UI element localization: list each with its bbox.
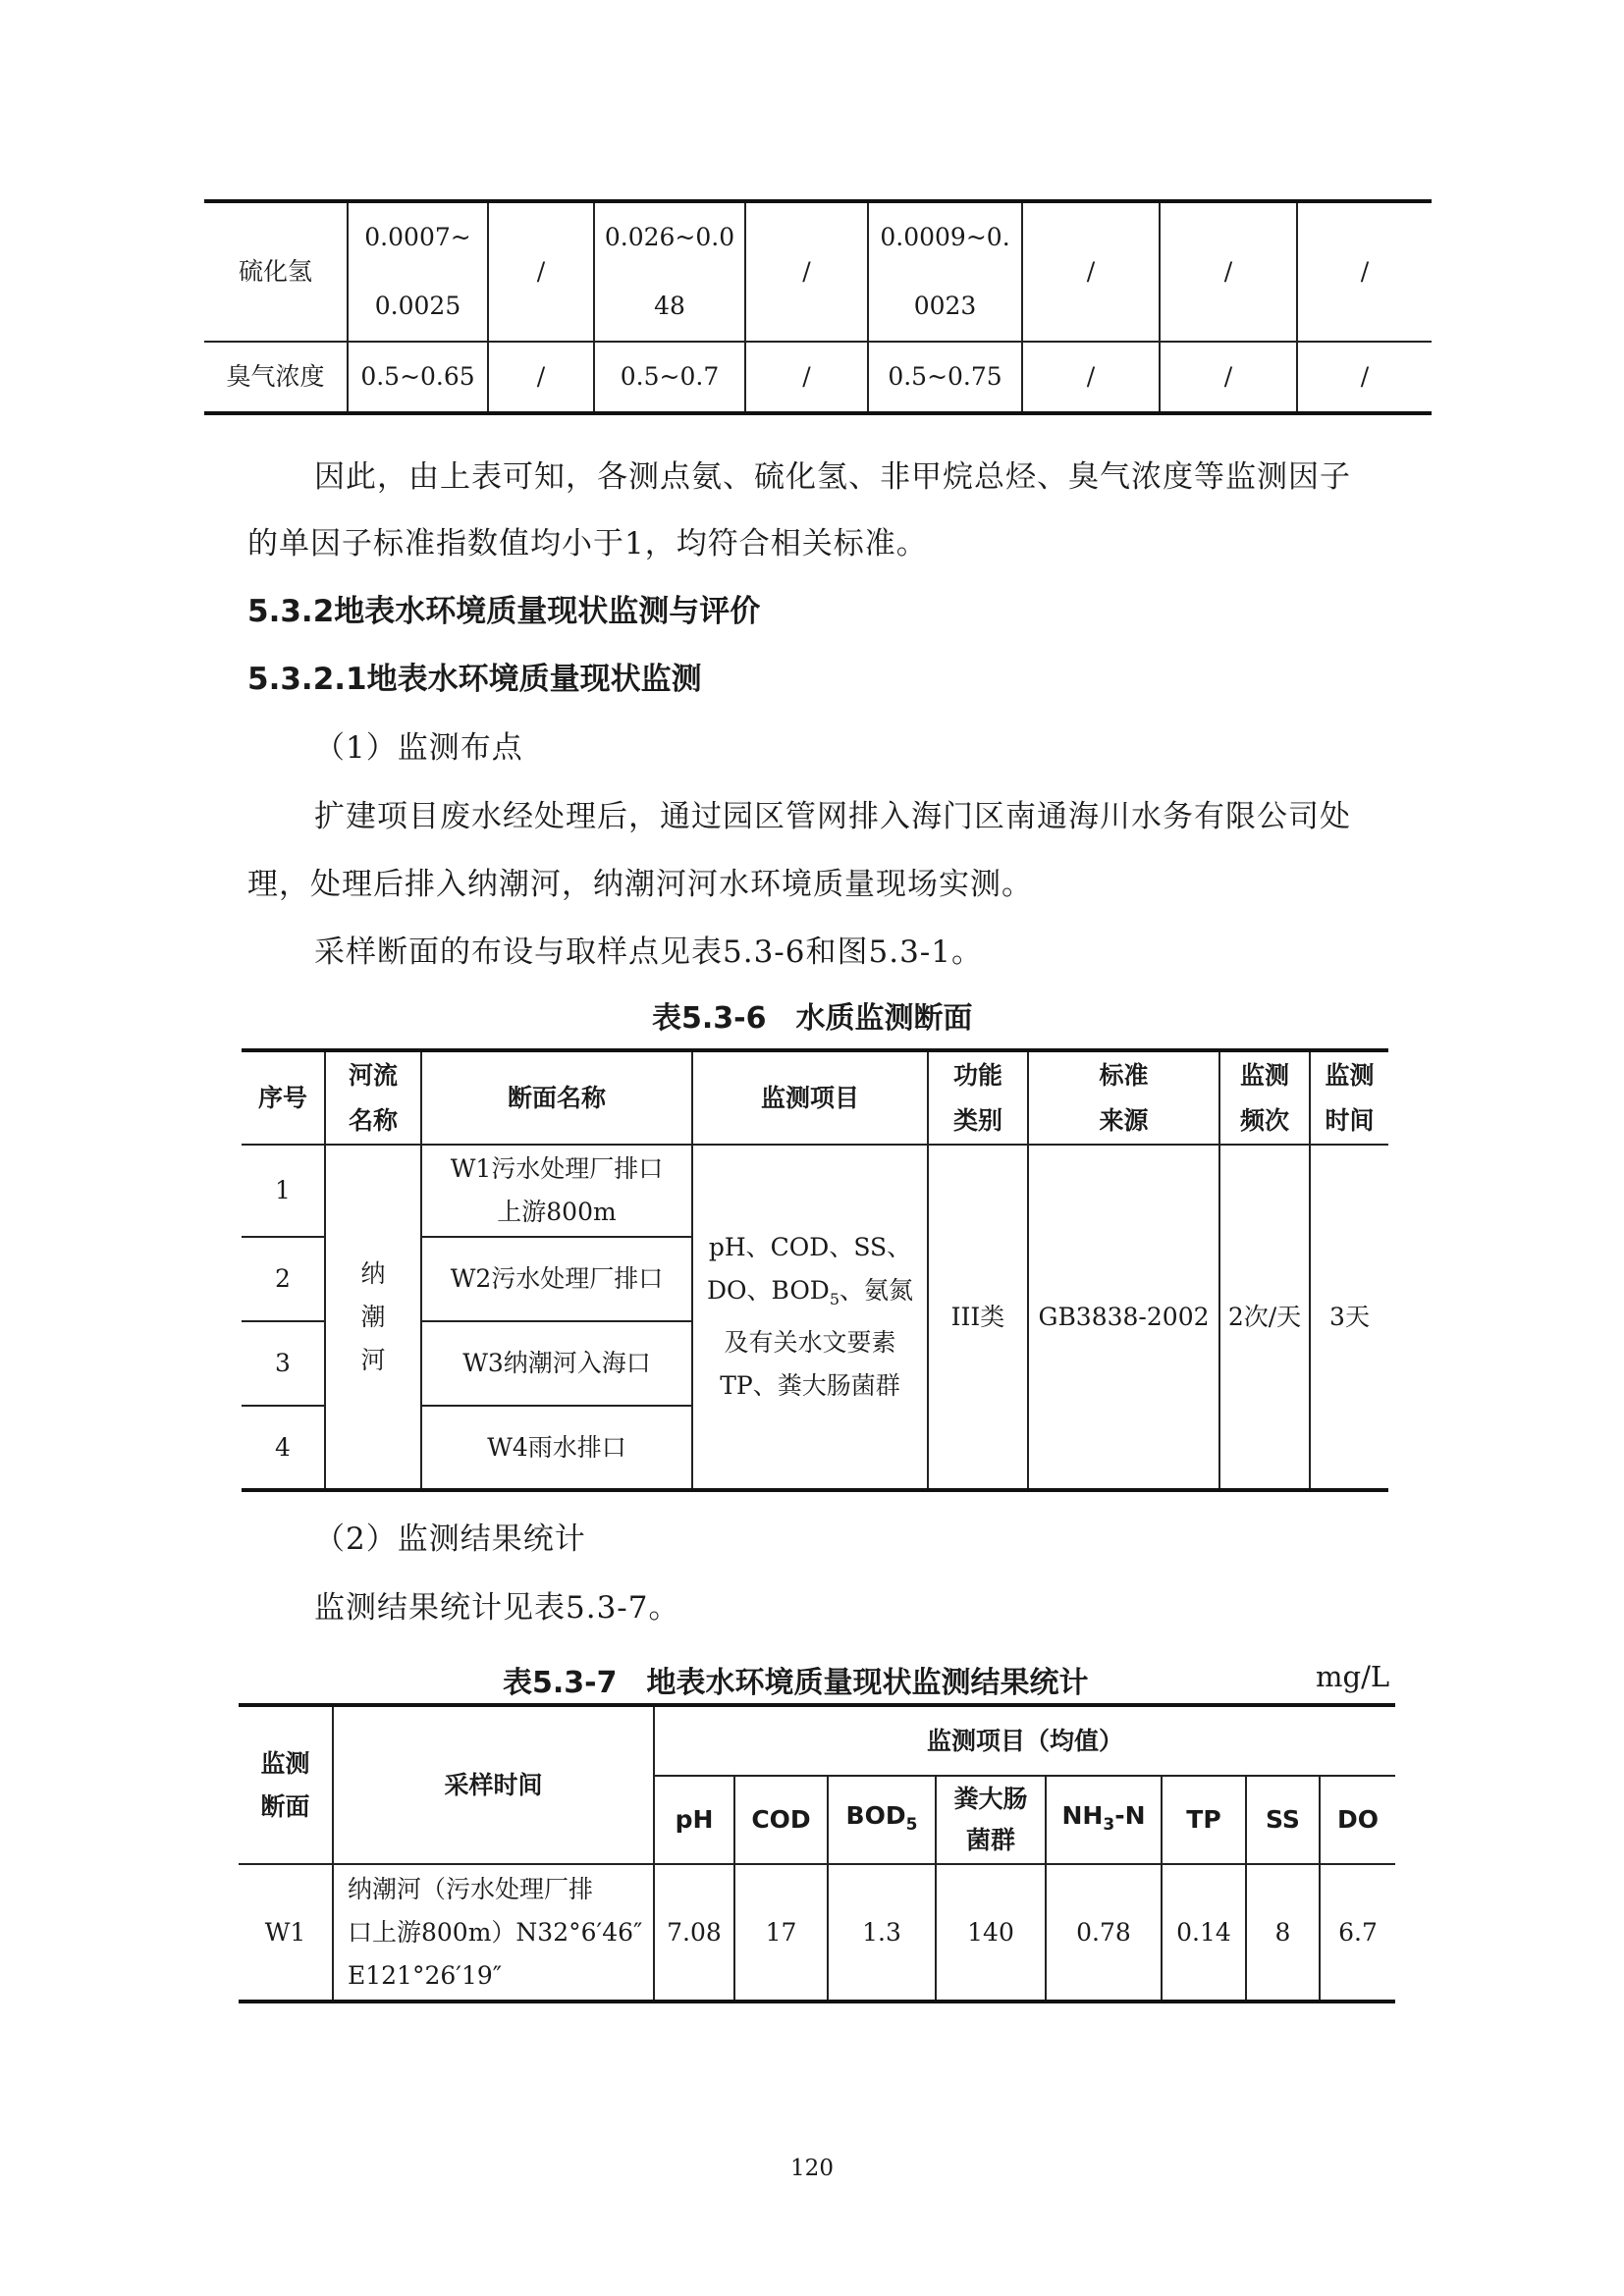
sub-item-heading: （2）监测结果统计 bbox=[314, 1522, 586, 1557]
sub-item-heading: （1）监测布点 bbox=[314, 730, 523, 766]
page-number: 120 bbox=[790, 2156, 834, 2181]
table-cell: 0.026~0.0 48 bbox=[594, 201, 745, 342]
table-row bbox=[204, 201, 1432, 342]
header-cod: COD bbox=[734, 1776, 828, 1864]
value-cod: 17 bbox=[734, 1864, 828, 2002]
table-row bbox=[242, 1145, 1388, 1237]
section-name: W4雨水排口 bbox=[421, 1406, 692, 1490]
header-ph: pH bbox=[654, 1776, 734, 1864]
header-fecal-coliform: 粪大肠 菌群 bbox=[936, 1776, 1046, 1864]
header-group: 监测项目（均值） bbox=[654, 1705, 1395, 1776]
paragraph-line: 的单因子标准指数值均小于1，均符合相关标准。 bbox=[247, 526, 928, 561]
table-row bbox=[239, 1864, 1395, 2002]
table-cell: / bbox=[1022, 201, 1160, 342]
paragraph-line: 监测结果统计见表5.3-7。 bbox=[314, 1590, 680, 1626]
table-caption: 表5.3-6 水质监测断面 bbox=[652, 1001, 973, 1036]
row-no: 3 bbox=[242, 1321, 325, 1406]
river-name-cell: 纳 潮 河 bbox=[325, 1145, 421, 1490]
table-row bbox=[204, 342, 1432, 413]
row-no: 4 bbox=[242, 1406, 325, 1490]
table-cell: 0.5~0.75 bbox=[868, 342, 1022, 413]
value-bod5: 1.3 bbox=[828, 1864, 936, 2002]
header-function: 功能 类别 bbox=[928, 1050, 1028, 1145]
row-no: 1 bbox=[242, 1145, 325, 1237]
header-river: 河流 名称 bbox=[325, 1050, 421, 1145]
section-name: W2污水处理厂排口 bbox=[421, 1237, 692, 1321]
table-cell: 0.5~0.7 bbox=[594, 342, 745, 413]
value-ss: 8 bbox=[1246, 1864, 1320, 2002]
table-cell: / bbox=[745, 201, 868, 342]
header-do: DO bbox=[1320, 1776, 1395, 1864]
header-frequency: 监测 频次 bbox=[1219, 1050, 1310, 1145]
table-cell: / bbox=[745, 342, 868, 413]
header-nh3n: $NH_3-N$ bbox=[1046, 1776, 1162, 1864]
table-cell: 0.5~0.65 bbox=[348, 342, 488, 413]
paragraph-line: 扩建项目废水经处理后，通过园区管网排入海门区南通海川水务有限公司处 bbox=[314, 799, 1351, 834]
table-cell: / bbox=[1160, 342, 1297, 413]
table-header-row bbox=[242, 1050, 1388, 1145]
value-ph: 7.08 bbox=[654, 1864, 734, 2002]
table-cell: 0.0007~ 0.0025 bbox=[348, 201, 488, 342]
unit-label: mg/L bbox=[1316, 1660, 1390, 1693]
table-cell: / bbox=[1022, 342, 1160, 413]
duration-cell: 3天 bbox=[1310, 1145, 1388, 1490]
function-class-cell: III类 bbox=[928, 1145, 1028, 1490]
section-name: W3纳潮河入海口 bbox=[421, 1321, 692, 1406]
air-quality-table-continuation bbox=[204, 199, 1432, 415]
header-no: 序号 bbox=[242, 1050, 325, 1145]
frequency-cell: 2次/天 bbox=[1219, 1145, 1310, 1490]
header-standard: 标准 来源 bbox=[1028, 1050, 1219, 1145]
surface-water-results-table bbox=[239, 1703, 1395, 2003]
standard-source-cell: GB3838-2002 bbox=[1028, 1145, 1219, 1490]
header-section: 监测 断面 bbox=[239, 1705, 333, 1864]
value-tp: 0.14 bbox=[1162, 1864, 1246, 2002]
water-monitoring-sections-table bbox=[242, 1048, 1388, 1492]
row-no: 2 bbox=[242, 1237, 325, 1321]
table-cell: / bbox=[488, 201, 594, 342]
header-tp: TP bbox=[1162, 1776, 1246, 1864]
value-do: 6.7 bbox=[1320, 1864, 1395, 2002]
sampling-location: 纳潮河（污水处理厂排 口上游800m）N32°6′46″ E121°26′19″ bbox=[333, 1864, 654, 2002]
header-ss: SS bbox=[1246, 1776, 1320, 1864]
section-name: W1污水处理厂排口 上游800m bbox=[421, 1145, 692, 1237]
header-section: 断面名称 bbox=[421, 1050, 692, 1145]
value-fecal-coliform: 140 bbox=[936, 1864, 1046, 2002]
table-cell: 0.0009~0. 0023 bbox=[868, 201, 1022, 342]
paragraph-line: 采样断面的布设与取样点见表5.3-6和图5.3-1。 bbox=[314, 934, 983, 970]
paragraph-line: 因此，由上表可知，各测点氨、硫化氢、非甲烷总烃、臭气浓度等监测因子 bbox=[314, 459, 1351, 495]
row-label: 臭气浓度 bbox=[204, 342, 348, 413]
section-heading: 5.3.2地表水环境质量现状监测与评价 bbox=[247, 594, 761, 629]
table-caption: 表5.3-7 地表水环境质量现状监测结果统计 bbox=[503, 1666, 1089, 1700]
monitoring-items-cell: pH、COD、SS、 DO、$BOD_5$、氨氮 及有关水文要素 TP、粪大肠菌群 bbox=[692, 1145, 928, 1490]
header-time: 监测 时间 bbox=[1310, 1050, 1388, 1145]
table-cell: / bbox=[488, 342, 594, 413]
table-header-row bbox=[239, 1705, 1395, 1776]
header-items: 监测项目 bbox=[692, 1050, 928, 1145]
section-id: W1 bbox=[239, 1864, 333, 2002]
header-bod5: $BOD_5$ bbox=[828, 1776, 936, 1864]
row-label: 硫化氢 bbox=[238, 257, 312, 286]
table-cell: / bbox=[1297, 201, 1432, 342]
table-cell: / bbox=[1297, 342, 1432, 413]
value-nh3n: 0.78 bbox=[1046, 1864, 1162, 2002]
table-cell: / bbox=[1160, 201, 1297, 342]
subsection-heading: 5.3.2.1地表水环境质量现状监测 bbox=[247, 662, 702, 697]
header-sampling-time: 采样时间 bbox=[333, 1705, 654, 1864]
paragraph-line: 理，处理后排入纳潮河，纳潮河河水环境质量现场实测。 bbox=[247, 867, 1033, 902]
